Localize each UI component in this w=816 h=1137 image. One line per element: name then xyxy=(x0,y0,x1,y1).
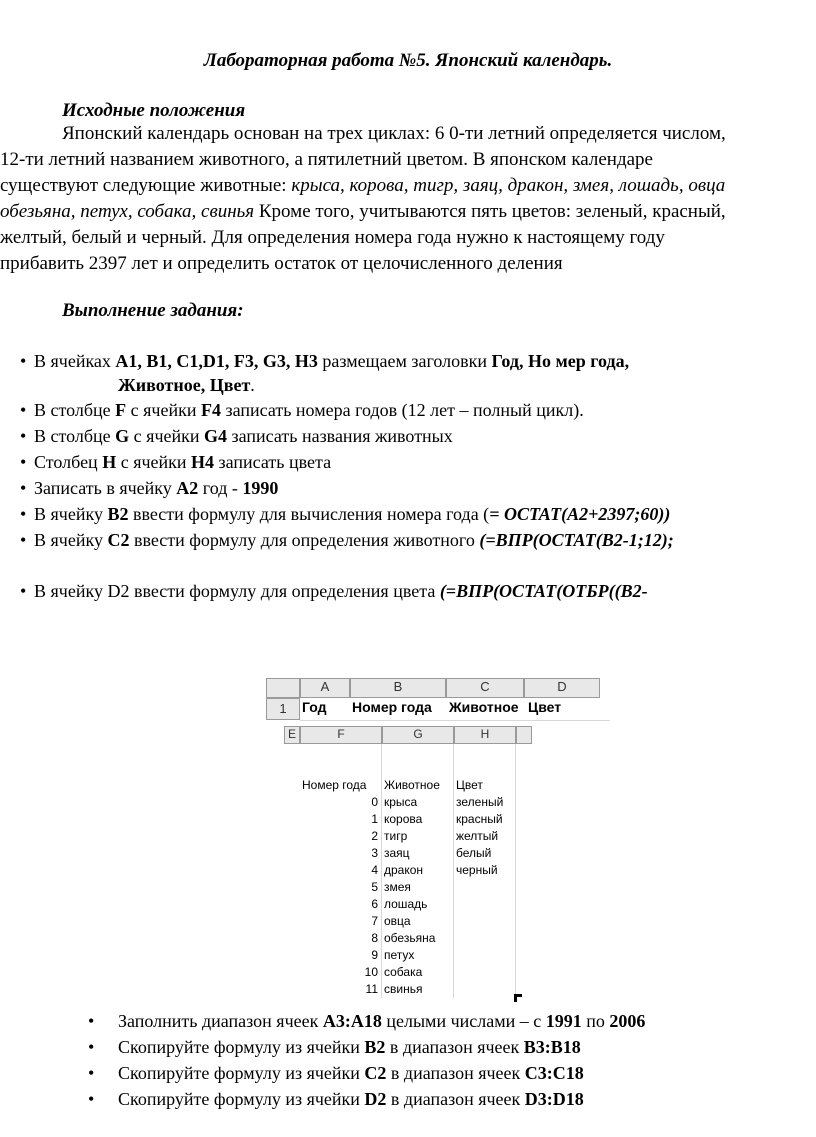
formula: = ОСТАТ(A2+2397;60)) xyxy=(489,504,671,524)
ref: H4 xyxy=(191,452,215,472)
paragraph-line xyxy=(0,173,725,199)
year-number-cell: 9 xyxy=(371,948,378,962)
bullet-icon: • xyxy=(20,400,27,420)
text: Скопируйте формулу из ячейки xyxy=(118,1037,365,1057)
year-number-cell: 0 xyxy=(371,795,378,809)
list-item xyxy=(20,504,670,525)
text: в диапазон ячеек xyxy=(386,1089,525,1109)
year-number-cell: 4 xyxy=(371,863,378,877)
animal-cell: тигр xyxy=(384,829,408,843)
year-number-cell: 8 xyxy=(371,931,378,945)
section-heading-task: Выполнение задания: xyxy=(62,300,244,321)
list-item xyxy=(20,478,278,499)
bullet-icon: • xyxy=(88,1063,95,1083)
bullet-icon: • xyxy=(20,351,27,371)
animal-list: крыса, корова, тигр, заяц, дракон, змея, лошадь, овца xyxy=(291,175,726,196)
list-item xyxy=(88,1063,584,1084)
ref: D3:D18 xyxy=(524,1089,584,1109)
text: Заполнить диапазон ячеек xyxy=(118,1011,323,1031)
header-names: Год, Но мер года, xyxy=(491,351,630,371)
color-cell: желтый xyxy=(456,829,499,843)
year-number-cell: 1 xyxy=(371,812,378,826)
ref: A2 xyxy=(176,478,199,498)
bullet-icon: • xyxy=(20,426,27,446)
text: ввести формулу для вычисления номера года ( xyxy=(128,504,490,524)
text: записать номера годов (12 лет – полный цикл). xyxy=(220,400,584,420)
text: по xyxy=(581,1011,610,1031)
col-header: F xyxy=(300,726,382,744)
text: . xyxy=(250,375,255,395)
list-item xyxy=(20,581,648,602)
table-header-cell: Животное xyxy=(384,778,440,792)
animal-cell: змея xyxy=(384,880,411,894)
cell-b1: Номер года xyxy=(352,699,432,715)
color-cell: черный xyxy=(456,863,498,877)
ref: A3:A18 xyxy=(322,1011,382,1031)
text: Столбец xyxy=(34,452,103,472)
text: В ячейках xyxy=(34,351,116,371)
col-header: H xyxy=(454,726,516,744)
year: 1991 xyxy=(545,1011,582,1031)
animal-cell: заяц xyxy=(384,846,410,860)
bullet-icon: • xyxy=(20,452,27,472)
bullet-icon: • xyxy=(20,581,27,601)
spreadsheet-header-snippet xyxy=(266,678,610,724)
animal-cell: дракон xyxy=(384,863,424,877)
col-header: E xyxy=(284,726,300,744)
list-item-cont xyxy=(118,375,255,396)
ref: D2 xyxy=(107,581,130,601)
list-item xyxy=(88,1089,584,1110)
paragraph-line: желтый, белый и черный. Для определения номера года нужно к настоящему году xyxy=(0,227,665,248)
ref: D2 xyxy=(364,1089,387,1109)
paragraph-line: Японский календарь основан на трех циклах: 6 0-ти летний определяется числом, xyxy=(62,123,726,144)
text: ввести формулу для определения животного xyxy=(129,530,480,550)
text: Скопируйте формулу из ячейки xyxy=(118,1089,365,1109)
text: Скопируйте формулу из ячейки xyxy=(118,1063,365,1083)
year-number-cell: 2 xyxy=(371,829,378,843)
animal-cell: лошадь xyxy=(384,897,428,911)
text: записать цвета xyxy=(214,452,332,472)
spreadsheet-lookup-table xyxy=(284,726,534,1002)
year-number-cell: 10 xyxy=(364,965,378,979)
cell-refs: A1, B1, C1,D1, F3, G3, H3 xyxy=(115,351,318,371)
header-names: Животное, Цвет xyxy=(118,375,251,395)
text: записать названия животных xyxy=(227,426,453,446)
color-cell: зеленый xyxy=(456,795,504,809)
text: в диапазон ячеек xyxy=(385,1037,524,1057)
ref: G4 xyxy=(204,426,228,446)
animal-cell: крыса xyxy=(384,795,418,809)
list-item xyxy=(20,426,453,447)
animal-cell: свинья xyxy=(384,982,423,996)
cell-d1: Цвет xyxy=(528,699,562,715)
animal-cell: собака xyxy=(384,965,423,979)
text: В ячейку xyxy=(34,530,108,550)
bullet-icon: • xyxy=(88,1011,95,1031)
bullet-icon: • xyxy=(20,478,27,498)
text: ввести формулу для определения цвета xyxy=(129,581,440,601)
text: размещаем заголовки xyxy=(317,351,492,371)
text: с ячейки xyxy=(126,400,201,420)
year-number-cell: 7 xyxy=(371,914,378,928)
fill-handle-edge xyxy=(514,994,517,1002)
col-header: A xyxy=(300,678,350,698)
ref: H xyxy=(102,452,117,472)
ref: F xyxy=(115,400,127,420)
cell-a1: Год xyxy=(302,699,327,715)
ref: C2 xyxy=(364,1063,387,1083)
year-number-cell: 5 xyxy=(371,880,378,894)
ref: B2 xyxy=(364,1037,386,1057)
ref: G xyxy=(115,426,130,446)
paragraph-text: существуют следующие животные: xyxy=(0,175,292,196)
animal-cell: корова xyxy=(384,812,423,826)
year: 1990 xyxy=(242,478,279,498)
animal-cell: обезьяна xyxy=(384,931,436,945)
list-item xyxy=(20,530,674,551)
formula: (=ВПР(ОСТАТ(B2-1;12); xyxy=(479,530,674,550)
paragraph-text: Кроме того, учитываются пять цветов: зеленый, красный, xyxy=(254,201,726,222)
animal-cell: овца xyxy=(384,914,411,928)
ref: C3:C18 xyxy=(524,1063,584,1083)
color-cell: белый xyxy=(456,846,492,860)
col-header: D xyxy=(524,678,600,698)
text: В ячейку xyxy=(34,504,108,524)
bullet-icon: • xyxy=(88,1089,95,1109)
text: год - xyxy=(198,478,243,498)
text: В ячейку xyxy=(34,581,108,601)
col-header: C xyxy=(446,678,524,698)
text: с ячейки xyxy=(116,452,192,472)
year-number-cell: 3 xyxy=(371,846,378,860)
text: В столбце xyxy=(34,400,116,420)
paragraph-line xyxy=(0,199,726,225)
list-item xyxy=(88,1011,645,1032)
list-item xyxy=(20,452,331,473)
list-item xyxy=(20,351,629,372)
ref: F4 xyxy=(200,400,221,420)
section-heading-initial: Исходные положения xyxy=(62,100,246,121)
table-header-cell: Цвет xyxy=(456,778,483,792)
bullet-icon: • xyxy=(88,1037,95,1057)
ref: B3:B18 xyxy=(523,1037,581,1057)
ref: B2 xyxy=(107,504,129,524)
text: с ячейки xyxy=(129,426,204,446)
corner-cell xyxy=(266,678,300,698)
animal-cell: петух xyxy=(384,948,415,962)
cell-c1: Животное xyxy=(449,699,519,715)
paragraph-line: прибавить 2397 лет и определить остаток от целочисленного деления xyxy=(0,253,563,274)
year: 2006 xyxy=(609,1011,646,1031)
formula: (=ВПР(ОСТАТ(ОТБР((B2- xyxy=(439,581,648,601)
scrollbar-corner xyxy=(516,726,532,744)
page-title: Лабораторная работа №5. Японский календарь. xyxy=(203,50,613,71)
list-item xyxy=(88,1037,581,1058)
year-number-cell: 11 xyxy=(365,982,378,996)
color-cell: красный xyxy=(456,812,503,826)
text: целыми числами – с xyxy=(381,1011,546,1031)
ref: C2 xyxy=(107,530,130,550)
paragraph-line: 12-ти летний названием животного, а пятилетний цветом. В японском календаре xyxy=(0,149,653,170)
bullet-icon: • xyxy=(20,504,27,524)
animal-list: обезьяна, петух, собака, свинья xyxy=(0,201,255,222)
year-number-cell: 6 xyxy=(371,897,378,911)
list-item xyxy=(20,400,584,421)
text: В столбце xyxy=(34,426,116,446)
table-header-cell: Номер года xyxy=(302,778,367,792)
bullet-icon: • xyxy=(20,530,27,550)
row-header: 1 xyxy=(266,698,300,720)
text: Записать в ячейку xyxy=(34,478,177,498)
col-header: G xyxy=(382,726,454,744)
text: в диапазон ячеек xyxy=(386,1063,525,1083)
col-header: B xyxy=(350,678,446,698)
